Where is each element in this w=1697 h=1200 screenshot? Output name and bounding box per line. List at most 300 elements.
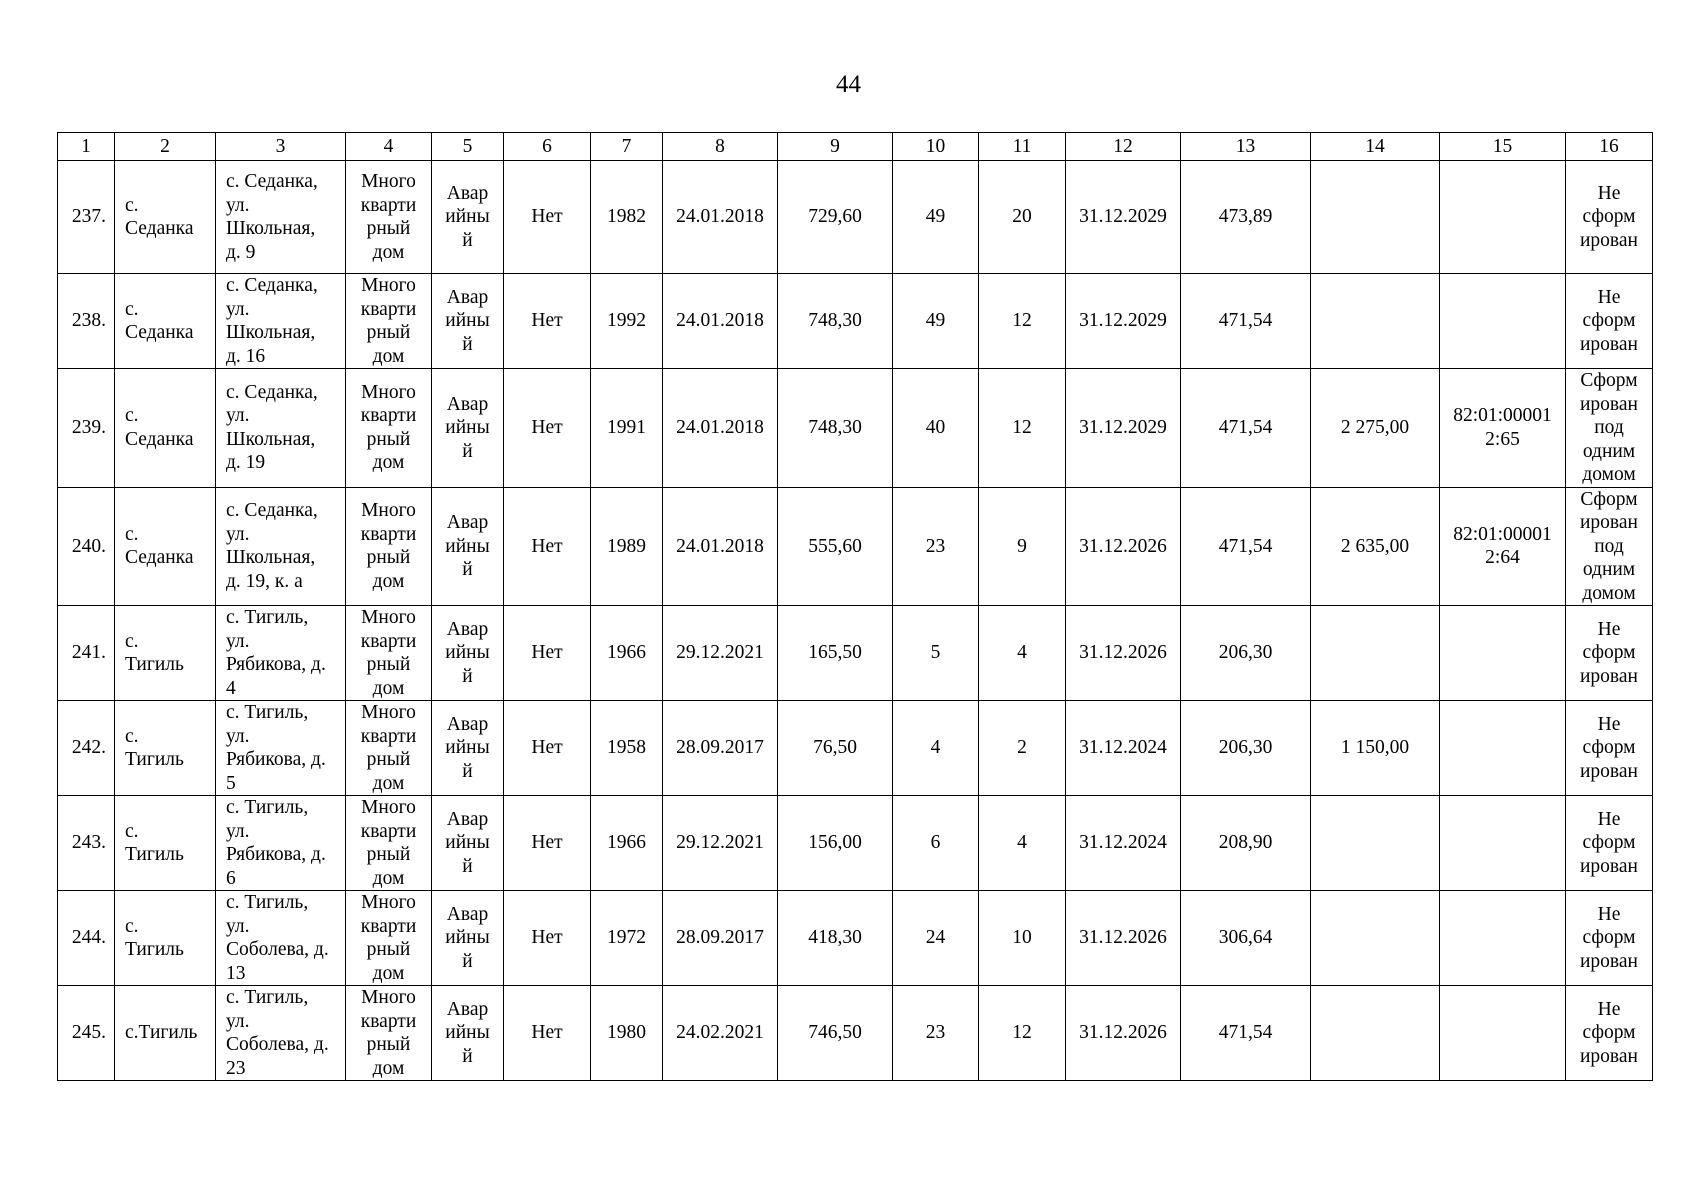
- col14-cell: 2 635,00: [1311, 487, 1440, 606]
- cell-line: ийны: [445, 737, 490, 759]
- year-cell: 1958: [591, 701, 663, 796]
- column-header: 15: [1440, 133, 1566, 161]
- cell-line: дом: [372, 1057, 405, 1079]
- address-cell: [216, 796, 346, 891]
- cell-line: с.Тигиль: [125, 1022, 198, 1044]
- column-header: 2: [115, 133, 216, 161]
- cell-line: Авар: [446, 182, 489, 204]
- cell-line: под: [1594, 535, 1624, 557]
- area-cell: 418,30: [778, 891, 893, 986]
- cell-line: ирован: [1580, 1045, 1638, 1067]
- col6-cell: Нет: [504, 796, 591, 891]
- cell-line: дом: [372, 452, 405, 474]
- cell-line: кварти: [360, 405, 417, 427]
- cell-line: Много: [361, 171, 416, 192]
- cell-line: Сформ: [1580, 370, 1638, 391]
- col6-cell: Нет: [504, 369, 591, 488]
- deadline-cell: 31.12.2026: [1066, 487, 1181, 606]
- cell-line: с. Седанка,: [226, 381, 318, 403]
- cell-line: Тигиль: [125, 749, 184, 770]
- row-number-cell: 239.: [58, 369, 115, 488]
- cell-line: Не: [1597, 286, 1621, 308]
- building-type-cell: [346, 986, 432, 1081]
- cell-line: Авар: [446, 903, 489, 925]
- cell-line: с. Тигиль,: [226, 702, 309, 723]
- col6-cell: Нет: [504, 701, 591, 796]
- cell-line: ийны: [445, 927, 490, 949]
- col10-cell: 40: [893, 369, 979, 488]
- cell-line: 13: [226, 962, 246, 984]
- building-type-cell: [346, 891, 432, 986]
- column-header: 3: [216, 133, 346, 161]
- table-row: [58, 986, 1653, 1081]
- cell-line: ийны: [445, 417, 490, 438]
- cell-line: дом: [372, 345, 405, 367]
- settlement-cell: [115, 986, 216, 1081]
- building-type-cell: [346, 487, 432, 606]
- cell-line: ирован: [1580, 512, 1638, 533]
- deadline-cell: 31.12.2029: [1066, 274, 1181, 369]
- cell-line: Не: [1597, 618, 1621, 640]
- col13-cell: 471,54: [1181, 487, 1311, 606]
- cell-line: Не: [1597, 713, 1621, 735]
- col14-cell: 1 150,00: [1311, 701, 1440, 796]
- cell-line: ирован: [1580, 229, 1638, 251]
- table-row: [58, 369, 1653, 488]
- settlement-cell: [115, 796, 216, 891]
- address-cell: [216, 701, 346, 796]
- col13-cell: 206,30: [1181, 606, 1311, 701]
- cell-line: д. 16: [226, 345, 266, 367]
- column-header: 9: [778, 133, 893, 161]
- condition-cell: [432, 891, 504, 986]
- column-header: 8: [663, 133, 778, 161]
- cell-line: домом: [1582, 582, 1636, 604]
- cell-line: 23: [226, 1057, 246, 1079]
- cadastral-number-cell: [1440, 487, 1566, 606]
- date-cell: 29.12.2021: [663, 796, 778, 891]
- cell-line: дом: [372, 570, 405, 592]
- cell-line: й: [462, 333, 473, 355]
- cell-line: кварти: [360, 1010, 417, 1032]
- column-header: 10: [893, 133, 979, 161]
- cell-line: с.: [125, 915, 139, 937]
- table-row: [58, 891, 1653, 986]
- cell-line: Тигиль: [125, 939, 184, 960]
- col13-cell: 471,54: [1181, 986, 1311, 1081]
- building-type-cell: [346, 796, 432, 891]
- cell-line: Много: [361, 987, 416, 1008]
- cell-line: дом: [372, 677, 405, 699]
- col14-cell: [1311, 986, 1440, 1081]
- condition-cell: [432, 161, 504, 274]
- year-cell: 1980: [591, 986, 663, 1081]
- settlement-cell: [115, 891, 216, 986]
- cell-line: с.: [125, 298, 139, 320]
- col13-cell: 306,64: [1181, 891, 1311, 986]
- col10-cell: 49: [893, 161, 979, 274]
- col11-cell: 4: [979, 606, 1066, 701]
- col6-cell: Нет: [504, 161, 591, 274]
- area-cell: 555,60: [778, 487, 893, 606]
- cell-line: с.: [125, 725, 139, 747]
- year-cell: 1972: [591, 891, 663, 986]
- cell-line: с.: [125, 523, 139, 545]
- row-number-cell: 245.: [58, 986, 115, 1081]
- year-cell: 1966: [591, 796, 663, 891]
- cell-line: дом: [372, 772, 405, 794]
- cell-line: домом: [1582, 464, 1636, 485]
- cell-line: кварти: [360, 523, 417, 545]
- page-number: 44: [836, 71, 861, 98]
- row-number-cell: 243.: [58, 796, 115, 891]
- cell-line: ийны: [445, 832, 490, 854]
- cell-line: кварти: [360, 725, 417, 747]
- cell-line: с.: [125, 405, 139, 427]
- cell-line: 6: [226, 867, 236, 889]
- col13-cell: 471,54: [1181, 369, 1311, 488]
- cell-line: рный: [366, 654, 411, 675]
- cadastral-number-cell: [1440, 891, 1566, 986]
- cell-line: с. Тигиль,: [226, 607, 309, 628]
- row-number-cell: 240.: [58, 487, 115, 606]
- cell-line: Много: [361, 381, 416, 403]
- cell-line: с.: [125, 820, 139, 842]
- cell-line: ул.: [226, 725, 250, 747]
- date-cell: 29.12.2021: [663, 606, 778, 701]
- area-cell: 748,30: [778, 369, 893, 488]
- col11-cell: 20: [979, 161, 1066, 274]
- col6-cell: Нет: [504, 891, 591, 986]
- column-header: 5: [432, 133, 504, 161]
- cell-line: ийны: [445, 535, 490, 557]
- cell-line: одним: [1582, 440, 1636, 462]
- area-cell: 76,50: [778, 701, 893, 796]
- cell-line: д. 9: [226, 241, 256, 263]
- col11-cell: 9: [979, 487, 1066, 606]
- cell-line: 5: [226, 772, 236, 794]
- col11-cell: 12: [979, 369, 1066, 488]
- table-row: [58, 701, 1653, 796]
- cadastral-number-cell: [1440, 796, 1566, 891]
- condition-cell: [432, 606, 504, 701]
- table-row: [58, 796, 1653, 891]
- cell-line: ул.: [226, 1010, 250, 1032]
- status-cell: [1566, 796, 1653, 891]
- deadline-cell: 31.12.2026: [1066, 986, 1181, 1081]
- cell-line: рный: [366, 322, 411, 343]
- building-type-cell: [346, 701, 432, 796]
- year-cell: 1982: [591, 161, 663, 274]
- cell-line: дом: [372, 867, 405, 889]
- date-cell: 24.01.2018: [663, 487, 778, 606]
- cell-line: Рябикова, д.: [226, 654, 326, 675]
- status-cell: [1566, 487, 1653, 606]
- condition-cell: [432, 986, 504, 1081]
- col11-cell: 12: [979, 274, 1066, 369]
- column-header: 14: [1311, 133, 1440, 161]
- row-number-cell: 238.: [58, 274, 115, 369]
- building-type-cell: [346, 274, 432, 369]
- address-cell: [216, 161, 346, 274]
- cell-line: й: [462, 950, 473, 972]
- col10-cell: 4: [893, 701, 979, 796]
- cell-line: ул.: [226, 298, 250, 320]
- settlement-cell: [115, 701, 216, 796]
- col14-cell: [1311, 161, 1440, 274]
- col13-cell: 471,54: [1181, 274, 1311, 369]
- col10-cell: 23: [893, 487, 979, 606]
- building-type-cell: [346, 161, 432, 274]
- cell-line: Не: [1597, 998, 1621, 1020]
- cell-line: й: [462, 1045, 473, 1067]
- cell-line: Много: [361, 892, 416, 913]
- cell-line: ул.: [226, 820, 250, 842]
- col6-cell: Нет: [504, 986, 591, 1081]
- column-header: 16: [1566, 133, 1653, 161]
- column-header: 13: [1181, 133, 1311, 161]
- col14-cell: [1311, 274, 1440, 369]
- cell-line: Седанка: [125, 218, 194, 239]
- area-cell: 748,30: [778, 274, 893, 369]
- cell-line: сформ: [1582, 1022, 1636, 1044]
- cell-line: с. Тигиль,: [226, 797, 309, 818]
- table-row: [58, 606, 1653, 701]
- cell-line: й: [462, 665, 473, 687]
- cell-line: й: [462, 229, 473, 251]
- cell-line: Много: [361, 275, 416, 296]
- cell-line: рный: [366, 749, 411, 770]
- cell-line: ирован: [1580, 333, 1638, 355]
- status-cell: [1566, 891, 1653, 986]
- cell-line: Авар: [446, 393, 489, 415]
- col10-cell: 5: [893, 606, 979, 701]
- cell-line: Не: [1597, 903, 1621, 925]
- cell-line: Тигиль: [125, 844, 184, 865]
- column-header: 4: [346, 133, 432, 161]
- condition-cell: [432, 796, 504, 891]
- cell-line: Много: [361, 702, 416, 723]
- cell-line: й: [462, 760, 473, 782]
- deadline-cell: 31.12.2029: [1066, 369, 1181, 488]
- condition-cell: [432, 701, 504, 796]
- cell-line: й: [462, 559, 473, 580]
- cell-line: ирован: [1580, 393, 1638, 415]
- cell-line: под: [1594, 417, 1624, 438]
- cell-line: ийны: [445, 310, 490, 332]
- col14-cell: [1311, 891, 1440, 986]
- year-cell: 1991: [591, 369, 663, 488]
- address-cell: [216, 274, 346, 369]
- cell-line: кварти: [360, 194, 417, 216]
- settlement-cell: [115, 161, 216, 274]
- cell-line: кварти: [360, 915, 417, 937]
- cell-line: 82:01:00001: [1453, 523, 1552, 545]
- cell-line: Не: [1597, 182, 1621, 204]
- col10-cell: 23: [893, 986, 979, 1081]
- date-cell: 24.01.2018: [663, 161, 778, 274]
- cell-line: рный: [366, 844, 411, 865]
- table-row: [58, 161, 1653, 274]
- cell-line: Много: [361, 797, 416, 818]
- cell-line: Седанка: [125, 322, 194, 343]
- cell-line: Авар: [446, 713, 489, 735]
- cell-line: Авар: [446, 512, 489, 533]
- cell-line: ирован: [1580, 855, 1638, 877]
- cell-line: д. 19, к. а: [226, 570, 303, 592]
- date-cell: 28.09.2017: [663, 701, 778, 796]
- cadastral-number-cell: [1440, 369, 1566, 488]
- column-header: 6: [504, 133, 591, 161]
- cell-line: ул.: [226, 523, 250, 545]
- cell-line: Авар: [446, 286, 489, 308]
- cell-line: ирован: [1580, 950, 1638, 972]
- cell-line: Рябикова, д.: [226, 749, 326, 770]
- cell-line: 4: [226, 677, 236, 699]
- cell-line: 2:65: [1485, 428, 1520, 450]
- cell-line: с. Седанка,: [226, 171, 318, 192]
- cell-line: рный: [366, 428, 411, 450]
- deadline-cell: 31.12.2026: [1066, 606, 1181, 701]
- cell-line: Школьная,: [226, 547, 316, 569]
- cell-line: дом: [372, 962, 405, 984]
- cell-line: Школьная,: [226, 428, 316, 450]
- cell-line: Тигиль: [125, 654, 184, 675]
- cell-line: Не: [1597, 808, 1621, 830]
- area-cell: 729,60: [778, 161, 893, 274]
- cell-line: ирован: [1580, 665, 1638, 687]
- col11-cell: 4: [979, 796, 1066, 891]
- cell-line: одним: [1582, 559, 1636, 580]
- cadastral-number-cell: [1440, 274, 1566, 369]
- col13-cell: 208,90: [1181, 796, 1311, 891]
- cell-line: ул.: [226, 405, 250, 427]
- cell-line: рный: [366, 218, 411, 239]
- cell-line: Седанка: [125, 547, 194, 569]
- column-header: 12: [1066, 133, 1181, 161]
- deadline-cell: 31.12.2024: [1066, 701, 1181, 796]
- date-cell: 28.09.2017: [663, 891, 778, 986]
- cell-line: с.: [125, 630, 139, 652]
- cell-line: Авар: [446, 808, 489, 830]
- date-cell: 24.02.2021: [663, 986, 778, 1081]
- cell-line: сформ: [1582, 206, 1636, 228]
- header-row: [58, 133, 1653, 161]
- cell-line: Много: [361, 500, 416, 522]
- year-cell: 1989: [591, 487, 663, 606]
- cell-line: Много: [361, 607, 416, 628]
- row-number-cell: 241.: [58, 606, 115, 701]
- building-type-cell: [346, 606, 432, 701]
- cell-line: кварти: [360, 630, 417, 652]
- row-number-cell: 242.: [58, 701, 115, 796]
- area-cell: 746,50: [778, 986, 893, 1081]
- settlement-cell: [115, 274, 216, 369]
- status-cell: [1566, 986, 1653, 1081]
- cell-line: сформ: [1582, 832, 1636, 854]
- cell-line: с. Тигиль,: [226, 892, 309, 913]
- cell-line: Школьная,: [226, 218, 316, 239]
- year-cell: 1992: [591, 274, 663, 369]
- col13-cell: 473,89: [1181, 161, 1311, 274]
- col14-cell: [1311, 606, 1440, 701]
- address-cell: [216, 369, 346, 488]
- condition-cell: [432, 487, 504, 606]
- table-row: [58, 274, 1653, 369]
- deadline-cell: 31.12.2024: [1066, 796, 1181, 891]
- table-row: [58, 487, 1653, 606]
- cell-line: ирован: [1580, 760, 1638, 782]
- settlement-cell: [115, 606, 216, 701]
- cell-line: Соболева, д.: [226, 1034, 329, 1055]
- cell-line: ийны: [445, 1022, 490, 1044]
- column-header: 11: [979, 133, 1066, 161]
- status-cell: [1566, 369, 1653, 488]
- cadastral-number-cell: [1440, 701, 1566, 796]
- col10-cell: 24: [893, 891, 979, 986]
- col11-cell: 10: [979, 891, 1066, 986]
- cell-line: ул.: [226, 630, 250, 652]
- deadline-cell: 31.12.2029: [1066, 161, 1181, 274]
- status-cell: [1566, 701, 1653, 796]
- cell-line: Авар: [446, 998, 489, 1020]
- col14-cell: [1311, 796, 1440, 891]
- column-header: 7: [591, 133, 663, 161]
- col6-cell: Нет: [504, 274, 591, 369]
- col13-cell: 206,30: [1181, 701, 1311, 796]
- settlement-cell: [115, 487, 216, 606]
- address-cell: [216, 891, 346, 986]
- condition-cell: [432, 369, 504, 488]
- settlement-cell: [115, 369, 216, 488]
- building-type-cell: [346, 369, 432, 488]
- col10-cell: 6: [893, 796, 979, 891]
- register-body: [58, 161, 1653, 1081]
- column-header: 1: [58, 133, 115, 161]
- cell-line: Школьная,: [226, 322, 316, 343]
- cell-line: Сформ: [1580, 488, 1638, 510]
- col11-cell: 12: [979, 986, 1066, 1081]
- cell-line: ул.: [226, 915, 250, 937]
- status-cell: [1566, 606, 1653, 701]
- cell-line: Седанка: [125, 428, 194, 450]
- cadastral-number-cell: [1440, 606, 1566, 701]
- cell-line: д. 19: [226, 452, 266, 474]
- cell-line: Соболева, д.: [226, 939, 329, 960]
- condition-cell: [432, 274, 504, 369]
- housing-register-table: [57, 132, 1653, 1081]
- cell-line: ул.: [226, 194, 250, 216]
- col11-cell: 2: [979, 701, 1066, 796]
- row-number-cell: 237.: [58, 161, 115, 274]
- address-cell: [216, 487, 346, 606]
- cell-line: с. Седанка,: [226, 500, 318, 522]
- col10-cell: 49: [893, 274, 979, 369]
- area-cell: 156,00: [778, 796, 893, 891]
- cadastral-number-cell: [1440, 986, 1566, 1081]
- address-cell: [216, 986, 346, 1081]
- cell-line: ийны: [445, 206, 490, 228]
- cell-line: с.: [125, 194, 139, 216]
- cell-line: сформ: [1582, 310, 1636, 332]
- col6-cell: Нет: [504, 606, 591, 701]
- row-number-cell: 244.: [58, 891, 115, 986]
- cell-line: дом: [372, 241, 405, 263]
- cell-line: 2:64: [1485, 547, 1520, 569]
- status-cell: [1566, 274, 1653, 369]
- date-cell: 24.01.2018: [663, 369, 778, 488]
- year-cell: 1966: [591, 606, 663, 701]
